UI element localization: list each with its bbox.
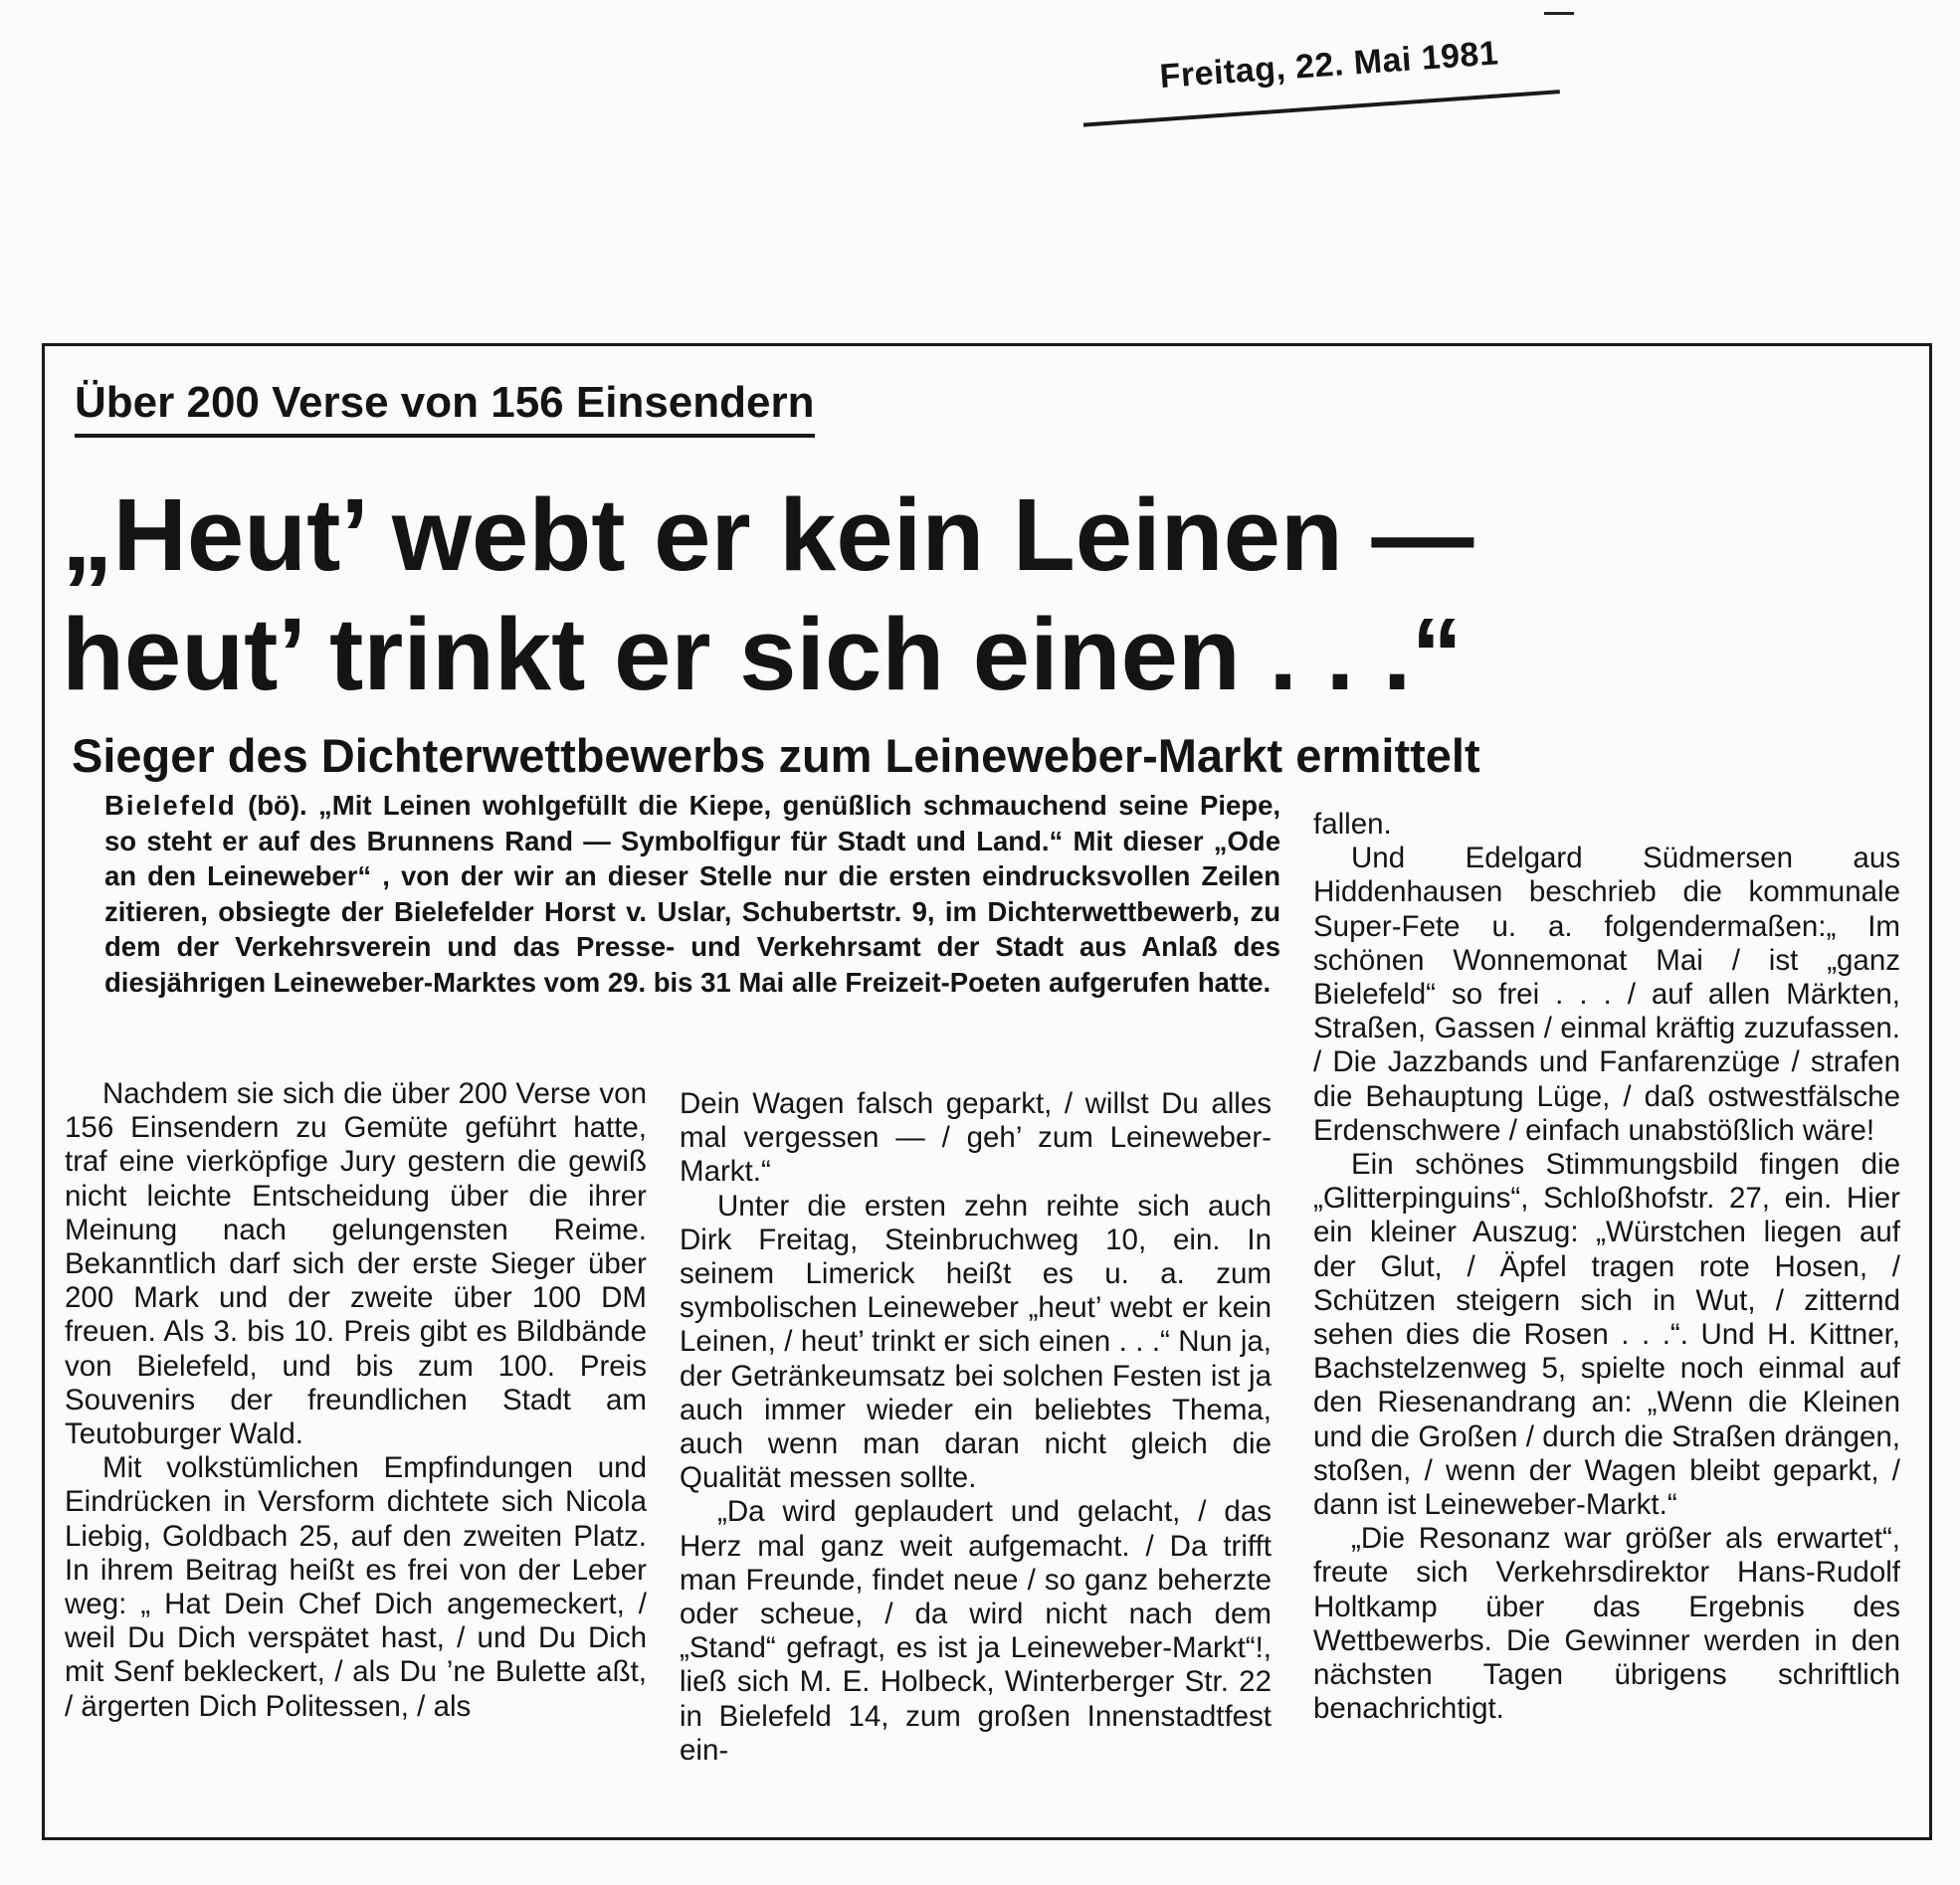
column-3-paragraph-0: fallen. [1313,808,1392,841]
headline-line-1: „Heut’ webt er kein Leinen — [62,477,1474,592]
corner-mark [1544,0,1574,15]
article-subheadline: Sieger des Dichterwettbewerbs zum Leineweber-Markt ermittelt [72,729,1480,782]
column-1-paragraph-2: Mit volkstümlichen Empfindungen und Eindrücken in Versform dichtete sich Nicola Liebig, Goldbach 25, auf den zweiten Platz. In ihrem Beitrag heißt es frei von der Leber weg: „ Hat Dein Chef Dich angemeckert, / weil Du Dich verspätet hast, / und Du Dich mit Senf bekleckert, / als Du ’ne Bulette aßt, / ärgerten Dich Politessen, / als [65,1451,647,1723]
column-1-paragraph-1: Nachdem sie sich die über 200 Verse von 156 Einsendern zu Gemüte geführt hatte, traf eine vierköpfige Jury gestern die gewiß nicht leichte Entscheidung über die ihrer Meinung nach gelungensten Reime. Bekanntlich darf sich der erste Sieger über 200 Mark und der zweite über 100 DM freuen. Als 3. bis 10. Preis gibt es Bildbände von Bielefeld, und bis zum 100. Preis Souvenirs der freundlichen Stadt am Teutoburger Wald. [65,1077,647,1451]
date-underline [1083,90,1560,126]
article-headline [62,475,1853,714]
lead-text: (bö). „Mit Leinen wohlgefüllt die Kiepe, genüßlich schmauchend seine Piepe, so steht er auf des Brunnens Rand — Symbolfigur für Stadt und Land.“ Mit dieser „Ode an den Leineweber“ , von der wir an dieser Stelle nur die ersten eindrucksvollen Zeilen zitieren, obsiegte der Bielefelder Horst v. Uslar, Schubertstr. 9, im Dichterwettbewerb, zu dem der Verkehrsverein und das Presse- und Verkehrsamt der Stadt aus Anlaß des diesjährigen Leineweber-Marktes vom 29. bis 31 Mai alle Freizeit-Poeten aufgerufen hatte. [104,790,1281,998]
column-2-paragraph-1: Dein Wagen falsch geparkt, / willst Du alles mal vergessen — / geh’ zum Leineweber-Markt.“ [680,1087,1272,1189]
column-1 [65,1077,647,1724]
column-2 [680,1087,1272,1768]
date-header [1158,29,1581,137]
column-3-paragraph-1: Und Edelgard Südmersen aus Hiddenhausen beschrieb die kommunale Super-Fete u. a. folgendermaßen:„ Im schönen Wonnemonat Mai / ist „ganz Bielefeld“ so frei . . . / auf allen Märkten, Straßen, Gassen / einmal kräftig zuzufassen. / Die Jazzbands und Fanfarenzüge / strafen die Behauptung Lüge, / daß ostwestfälsche Erdenschwere / einfach unabstößlich wäre! [1313,842,1900,1147]
lead-dateline: Bielefeld [104,790,237,821]
article-kicker: Über 200 Verse von 156 Einsendern [75,378,815,438]
column-3 [1313,808,1900,1726]
headline-line-2: heut’ trinkt er sich einen . . .“ [62,597,1464,711]
column-2-paragraph-3: „Da wird geplaudert und gelacht, / das Herz mal ganz weit aufgemacht. / Da trifft man Freunde, findet neue / so ganz beherzte oder scheue, / da wird nicht nach dem „Stand“ gefragt, es ist ja Leineweber-Markt“!, ließ sich M. E. Holbeck, Winterberger Str. 22 in Bielefeld 14, zum großen Innenstadtfest ein- [680,1495,1272,1767]
article-lead [104,788,1280,1000]
column-3-paragraph-2: Ein schönes Stimmungsbild fingen die „Glitterpinguins“, Schloßhofstr. 27, ein. Hier ein kleiner Auszug: „Würstchen liegen auf der Glut, / Äpfel tragen rote Hosen, / Schützen steigern sich in Wut, / zitternd sehen dies die Rosen . . .“. Und H. Kittner, Bachstelzenweg 5, spielte noch einmal auf den Riesenandrang an: „Wenn die Kleinen und die Großen / durch die Straßen drängen, stoßen, / wenn der Wagen bleibt geparkt, / dann ist Leineweber-Markt.“ [1313,1148,1900,1522]
publication-date: Freitag, 22. Mai 1981 [1158,34,1500,96]
column-3-paragraph-3: „Die Resonanz war größer als erwartet“, freute sich Verkehrsdirektor Hans-Rudolf Holtkamp über das Ergebnis des Wettbewerbs. Die Gewinner werden in den nächsten Tagen übrigens schriftlich benachrichtigt. [1313,1522,1900,1726]
column-2-paragraph-2: Unter die ersten zehn reihte sich auch Dirk Freitag, Steinbruchweg 10, ein. In seinem Limerick heißt es u. a. zum symbolischen Leineweber „heut’ webt er kein Leinen, / heut’ trinkt er sich einen . . .“ Nun ja, der Getränkeumsatz bei solchen Festen ist ja auch immer wieder ein beliebtes Thema, auch wenn man daran nicht gleich die Qualität messen sollte. [680,1189,1272,1495]
